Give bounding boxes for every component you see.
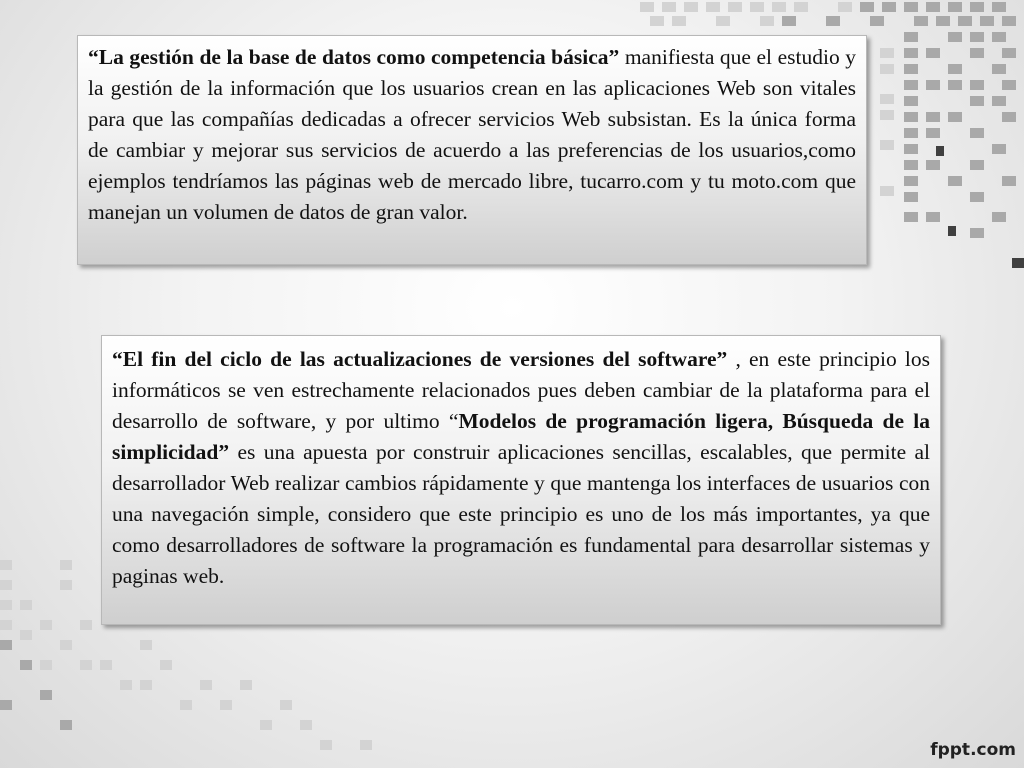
text-box-software-update-cycle	[101, 335, 941, 625]
paragraph2-title2: Modelos de programación ligera, Búsqueda de la simplicidad”	[112, 409, 930, 464]
paragraph1-title: “La gestión de la base de datos como competencia básica”	[88, 45, 620, 69]
fppt-brand-label: fppt.com	[930, 740, 1016, 760]
paragraph1-body: manifiesta que el estudio y la gestión de la información que los usuarios crean en las aplicaciones Web son vitales para que las compañías dedicadas a ofrecer servicios Web subsistan. Es la única forma de cambiar y mejorar sus servicios de acuerdo a las preferencias de los usuarios,como ejemplos tendríamos las páginas web de mercado libre, tucarro.com y tu moto.com que manejan un volumen de datos de gran valor.	[88, 45, 856, 224]
paragraph2-title: “El fin del ciclo de las actualizaciones de versiones del software”	[112, 347, 728, 371]
paragraph2-part1: , en este principio los informáticos se ven estrechamente relacionados pues deben cambiar de la plataforma para el desarrollo de software, y por ultimo “	[112, 347, 930, 433]
text-box-database-management	[77, 35, 867, 265]
paragraph2-part2: es una apuesta por construir aplicaciones sencillas, escalables, que permite al desarrollador Web realizar cambios rápidamente y que mantenga los interfaces de usuarios con una navegación simple, considero que este principio es uno de los más importantes, ya que como desarrolladores de software la programación es fundamental para desarrollar sistemas y paginas web.	[112, 440, 930, 588]
